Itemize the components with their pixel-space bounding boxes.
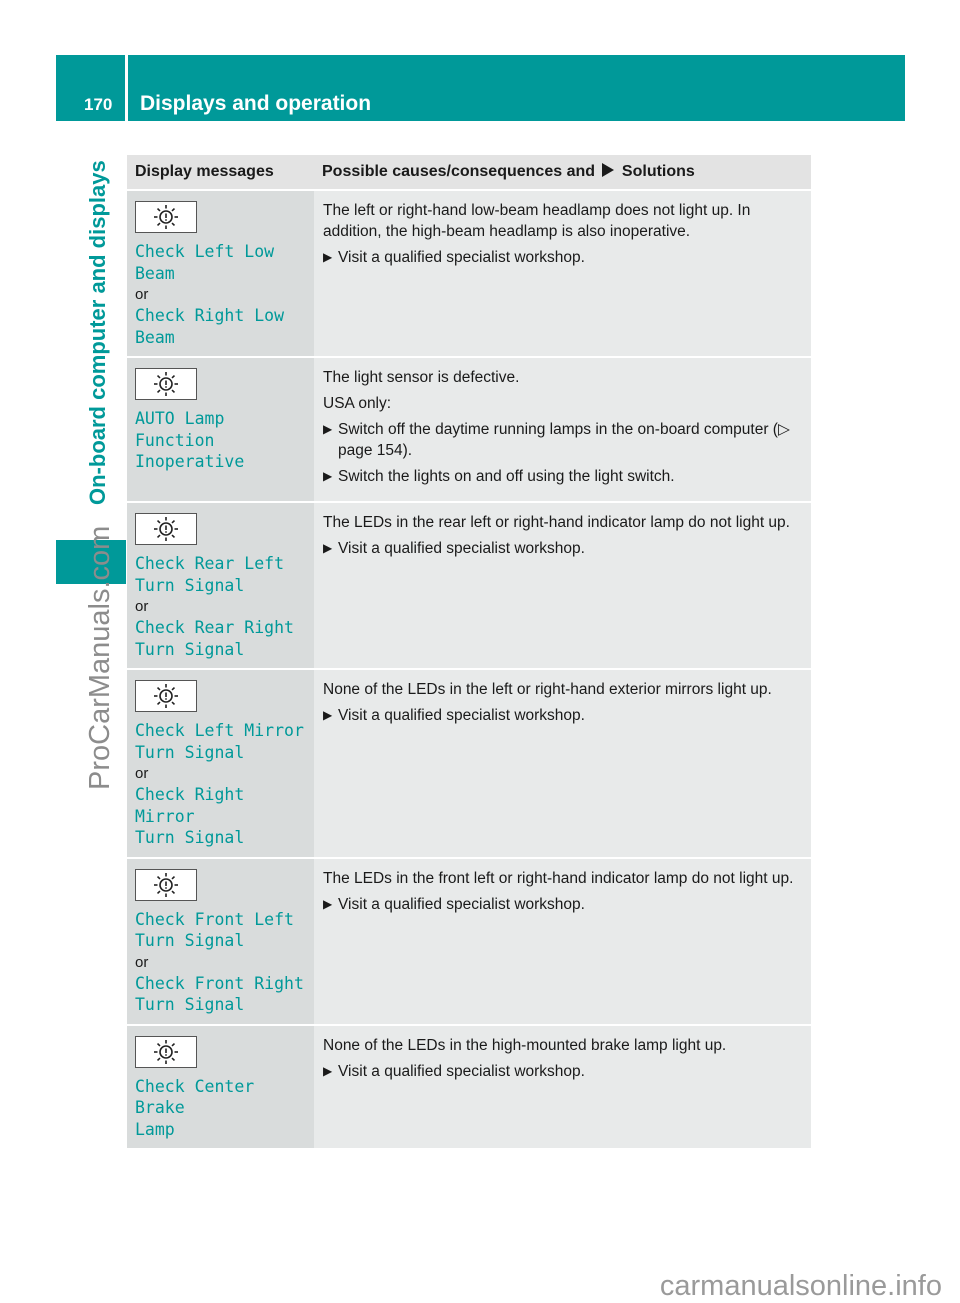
header-divider — [125, 55, 128, 121]
triangle-right-icon: ▶ — [323, 469, 333, 483]
or-label: or — [135, 953, 149, 971]
display-message-cell — [127, 858, 314, 1025]
triangle-right-icon: ▶ — [323, 708, 333, 722]
table-row — [127, 669, 811, 858]
solution-step — [323, 466, 803, 487]
solution-step — [323, 247, 803, 268]
lamp-fault-icon — [135, 201, 197, 233]
triangle-right-icon — [601, 162, 615, 183]
cause-text: None of the LEDs in the high-mounted brake lamp light up. — [323, 1036, 727, 1054]
table-row — [127, 1025, 811, 1150]
triangle-right-icon: ▶ — [323, 896, 333, 911]
display-message-text: Check Front Left — [135, 909, 294, 929]
solution-text: Visit a qualified specialist workshop. — [338, 249, 585, 266]
causes-solutions-cell — [314, 669, 811, 858]
solution-text: Visit a qualified specialist workshop. — [338, 540, 585, 557]
or-label: or — [135, 765, 149, 782]
solution-text: Visit a qualified specialist workshop. — [338, 707, 585, 724]
display-message-text: Check Rear Left — [135, 554, 285, 573]
or-label: or — [135, 598, 149, 615]
lamp-fault-icon — [135, 513, 197, 545]
display-message-text: Inoperative — [135, 452, 245, 471]
side-watermark: ProCarManuals.com — [84, 525, 116, 790]
triangle-right-icon: ▶ — [323, 541, 333, 555]
solution-text: Switch the lights on and off using the light switch. — [338, 468, 675, 485]
display-message-text: AUTO Lamp Function — [135, 409, 225, 450]
col-header-display-messages: Display messages — [127, 155, 314, 190]
display-message-text: Turn Signal — [135, 639, 245, 659]
display-message-text: Check Front Right — [135, 973, 304, 993]
display-message-text: Turn Signal — [135, 828, 245, 847]
display-message-text: Turn Signal — [135, 931, 245, 950]
display-message-text: Turn Signal — [135, 575, 245, 595]
chapter-side-label: On-board computer and displays — [85, 160, 110, 505]
table-header-row — [127, 155, 811, 190]
display-message-cell — [127, 669, 314, 858]
col-header-causes-solutions — [314, 155, 811, 190]
cause-text: None of the LEDs in the left or right-hand exterior mirrors light up. — [323, 681, 772, 698]
display-message-text: Check Right Mirror — [135, 785, 245, 826]
cause-text: The LEDs in the rear left or right-hand indicator lamp do not light up. — [323, 514, 790, 531]
table-row — [127, 190, 811, 357]
cause-text: The left or right-hand low-beam headlamp does not light up. In addition, the high-beam headlamp is also inoperative. — [323, 202, 751, 240]
solution-text: Visit a qualified specialist workshop. — [338, 1062, 585, 1080]
solution-step — [323, 1061, 803, 1082]
lamp-fault-icon — [135, 869, 197, 901]
col-header-causes-text: Possible causes/consequences and — [322, 162, 596, 180]
display-messages-table — [127, 155, 811, 1150]
display-message-cell — [127, 1025, 314, 1150]
display-message-text: Lamp — [135, 1119, 175, 1139]
solution-step — [323, 894, 803, 915]
display-message-text: Check Left Mirror — [135, 721, 304, 740]
cause-text: The light sensor is defective. — [323, 369, 520, 386]
page-header — [56, 55, 905, 121]
display-message-cell — [127, 357, 314, 502]
triangle-right-icon: ▶ — [323, 250, 333, 264]
triangle-right-icon: ▶ — [323, 1063, 333, 1078]
triangle-right-icon: ▶ — [323, 422, 333, 436]
display-message-text: Beam — [135, 327, 175, 347]
solution-step — [323, 419, 803, 461]
cause-text: USA only: — [323, 395, 392, 412]
display-message-text: Turn Signal — [135, 995, 245, 1014]
solution-text: Visit a qualified specialist workshop. — [338, 895, 585, 913]
section-title: Displays and operation — [140, 92, 372, 115]
display-message-cell — [127, 502, 314, 669]
footer-watermark: carmanualsonline.info — [659, 1270, 942, 1302]
page-number: 170 — [84, 95, 113, 114]
display-message-text: Check Left Low Beam — [135, 242, 275, 283]
lamp-fault-icon — [135, 368, 197, 400]
display-message-text: Check Center Brake — [135, 1076, 255, 1117]
or-label: or — [135, 286, 149, 303]
display-message-text: Check Right Low — [135, 306, 285, 325]
solution-step — [323, 705, 803, 726]
causes-solutions-cell — [314, 502, 811, 669]
table-row — [127, 357, 811, 502]
table-row — [127, 502, 811, 669]
lamp-fault-icon — [135, 680, 197, 712]
display-message-cell — [127, 190, 314, 357]
display-message-text: Check Rear Right — [135, 618, 294, 637]
causes-solutions-cell — [314, 357, 811, 502]
causes-solutions-cell — [314, 1025, 811, 1150]
col-header-solutions-text: Solutions — [621, 162, 695, 180]
solution-step — [323, 538, 803, 559]
causes-solutions-cell — [314, 190, 811, 357]
cause-text: The LEDs in the front left or right-hand indicator lamp do not light up. — [323, 869, 794, 887]
lamp-fault-icon — [135, 1036, 197, 1068]
causes-solutions-cell — [314, 858, 811, 1025]
table-row — [127, 858, 811, 1025]
display-message-text: Turn Signal — [135, 742, 245, 762]
solution-text: Switch off the daytime running lamps in the on-board computer (▷ page 154). — [338, 421, 790, 459]
